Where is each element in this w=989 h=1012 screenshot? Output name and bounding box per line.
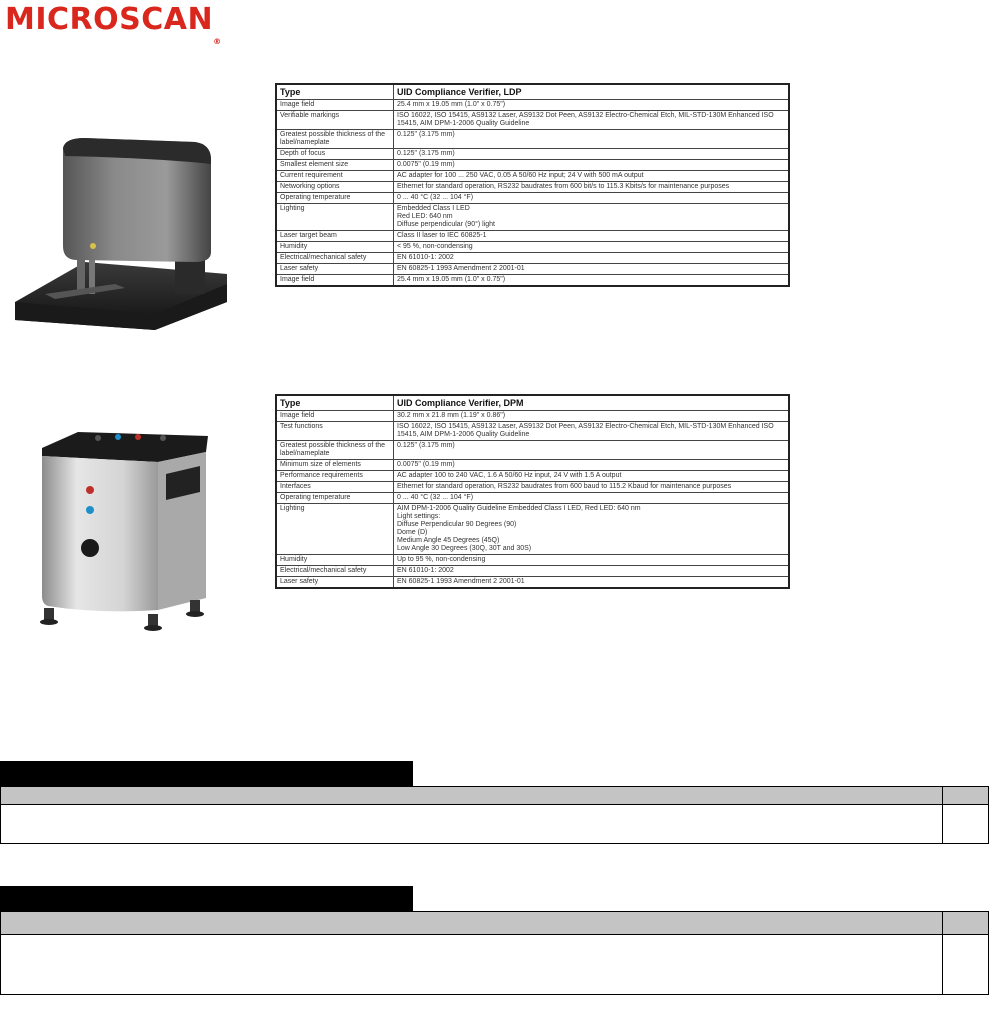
spec-value: AC adapter 100 to 240 VAC, 1.6 A 50/60 Hz input, 24 V with 1.5 A output bbox=[394, 471, 790, 482]
spec-label: Minimum size of elements bbox=[276, 460, 394, 471]
spec-row bbox=[276, 577, 789, 589]
spec-row bbox=[276, 149, 789, 160]
spec-row bbox=[276, 84, 789, 100]
spec-label: Greatest possible thickness of the label/nameplate bbox=[276, 130, 394, 149]
spec-row bbox=[276, 471, 789, 482]
spec-value: < 95 %, non-condensing bbox=[394, 242, 790, 253]
spec-value: AIM DPM-1-2006 Quality Guideline Embedded Class I LED, Red LED: 640 nm Light settings: Diffuse Perpendicular 90 Degrees (90) Dome (D) Medium Angle 45 Degrees (45Q) Low Angle 30 Degrees (30Q, 30T and 30S) bbox=[394, 504, 790, 555]
spec-value: 0 ... 40 °C (32 ... 104 °F) bbox=[394, 193, 790, 204]
ldp-spec-table bbox=[275, 83, 790, 287]
section-body-2 bbox=[1, 935, 988, 994]
spec-row bbox=[276, 395, 789, 411]
spec-value: 25.4 mm x 19.05 mm (1.0" x 0.75") bbox=[394, 275, 790, 287]
spec-value: 25.4 mm x 19.05 mm (1.0" x 0.75") bbox=[394, 100, 790, 111]
spec-value: UID Compliance Verifier, DPM bbox=[394, 395, 790, 411]
spec-label: Networking options bbox=[276, 182, 394, 193]
spec-value: Up to 95 %, non-condensing bbox=[394, 555, 790, 566]
spec-label: Type bbox=[276, 84, 394, 100]
spec-row bbox=[276, 504, 789, 555]
spec-label: Image field bbox=[276, 411, 394, 422]
dpm-verifier-image bbox=[38, 428, 213, 636]
spec-value: ISO 16022, ISO 15415, AS9132 Laser, AS9132 Dot Peen, AS9132 Electro-Chemical Etch, MIL-STD-130M Enhanced ISO 15415, AIM DPM-1-2006 Quality Guideline bbox=[394, 422, 790, 441]
spec-label: Current requirement bbox=[276, 171, 394, 182]
spec-row bbox=[276, 493, 789, 504]
section-box-2 bbox=[0, 911, 989, 995]
section-header-1 bbox=[1, 787, 988, 805]
spec-row bbox=[276, 100, 789, 111]
spec-label: Laser safety bbox=[276, 577, 394, 589]
spec-row bbox=[276, 242, 789, 253]
spec-label: Laser safety bbox=[276, 264, 394, 275]
spec-row bbox=[276, 566, 789, 577]
spec-label: Test functions bbox=[276, 422, 394, 441]
spec-value: Embedded Class I LED Red LED: 640 nm Diffuse perpendicular (90°) light bbox=[394, 204, 790, 231]
spec-row bbox=[276, 555, 789, 566]
spec-label: Image field bbox=[276, 275, 394, 287]
spec-value: 0.0075" (0.19 mm) bbox=[394, 160, 790, 171]
spec-value: Ethernet for standard operation, RS232 baudrates from 600 bit/s to 115.3 Kbits/s for maintenance purposes bbox=[394, 182, 790, 193]
spec-row bbox=[276, 204, 789, 231]
section-body-1 bbox=[1, 805, 988, 843]
spec-label: Operating temperature bbox=[276, 193, 394, 204]
spec-row bbox=[276, 193, 789, 204]
spec-value: EN 61010-1: 2002 bbox=[394, 566, 790, 577]
spec-row bbox=[276, 231, 789, 242]
spec-value: Ethernet for standard operation, RS232 baudrates from 600 baud to 115.2 Kbaud for maintenance purposes bbox=[394, 482, 790, 493]
spec-value: EN 60825-1 1993 Amendment 2 2001-01 bbox=[394, 264, 790, 275]
spec-label: Humidity bbox=[276, 242, 394, 253]
dpm-spec-table bbox=[275, 394, 790, 589]
spec-row bbox=[276, 482, 789, 493]
spec-label: Laser target beam bbox=[276, 231, 394, 242]
spec-row bbox=[276, 160, 789, 171]
spec-value: 0.125" (3.175 mm) bbox=[394, 149, 790, 160]
spec-value: AC adapter for 100 ... 250 VAC, 0.05 A 50/60 Hz input; 24 V with 500 mA output bbox=[394, 171, 790, 182]
spec-value: EN 60825-1 1993 Amendment 2 2001-01 bbox=[394, 577, 790, 589]
spec-label: Greatest possible thickness of the label/nameplate bbox=[276, 441, 394, 460]
spec-row bbox=[276, 275, 789, 287]
spec-label: Operating temperature bbox=[276, 493, 394, 504]
spec-value: 0.0075" (0.19 mm) bbox=[394, 460, 790, 471]
spec-value: ISO 16022, ISO 15415, AS9132 Laser, AS9132 Dot Peen, AS9132 Electro-Chemical Etch, MIL-STD-130M Enhanced ISO 15415, AIM DPM-1-2006 Quality Guideline bbox=[394, 111, 790, 130]
spec-row bbox=[276, 171, 789, 182]
spec-label: Interfaces bbox=[276, 482, 394, 493]
spec-row bbox=[276, 422, 789, 441]
spec-value: 0.125" (3.175 mm) bbox=[394, 441, 790, 460]
spec-label: Smallest element size bbox=[276, 160, 394, 171]
spec-row bbox=[276, 111, 789, 130]
section-bar-2 bbox=[0, 886, 413, 911]
spec-row bbox=[276, 441, 789, 460]
spec-label: Image field bbox=[276, 100, 394, 111]
spec-label: Depth of focus bbox=[276, 149, 394, 160]
brand-logo: MICROSCAN® bbox=[5, 2, 222, 46]
section-bar-1 bbox=[0, 761, 413, 786]
section-header-2 bbox=[1, 912, 988, 935]
spec-value: 0 ... 40 °C (32 ... 104 °F) bbox=[394, 493, 790, 504]
spec-value: Class II laser to IEC 60825-1 bbox=[394, 231, 790, 242]
spec-row bbox=[276, 411, 789, 422]
spec-value: EN 61010-1: 2002 bbox=[394, 253, 790, 264]
spec-label: Electrical/mechanical safety bbox=[276, 253, 394, 264]
section-box-1 bbox=[0, 786, 989, 844]
ldp-verifier-image bbox=[5, 134, 237, 334]
spec-value: 0.125" (3.175 mm) bbox=[394, 130, 790, 149]
spec-value: 30.2 mm x 21.8 mm (1.19" x 0.86") bbox=[394, 411, 790, 422]
spec-label: Type bbox=[276, 395, 394, 411]
spec-row bbox=[276, 182, 789, 193]
spec-row bbox=[276, 460, 789, 471]
spec-label: Performance requirements bbox=[276, 471, 394, 482]
spec-label: Lighting bbox=[276, 504, 394, 555]
spec-row bbox=[276, 264, 789, 275]
spec-row bbox=[276, 253, 789, 264]
spec-row bbox=[276, 130, 789, 149]
spec-label: Verifiable markings bbox=[276, 111, 394, 130]
spec-label: Lighting bbox=[276, 204, 394, 231]
spec-label: Electrical/mechanical safety bbox=[276, 566, 394, 577]
spec-value: UID Compliance Verifier, LDP bbox=[394, 84, 790, 100]
spec-label: Humidity bbox=[276, 555, 394, 566]
